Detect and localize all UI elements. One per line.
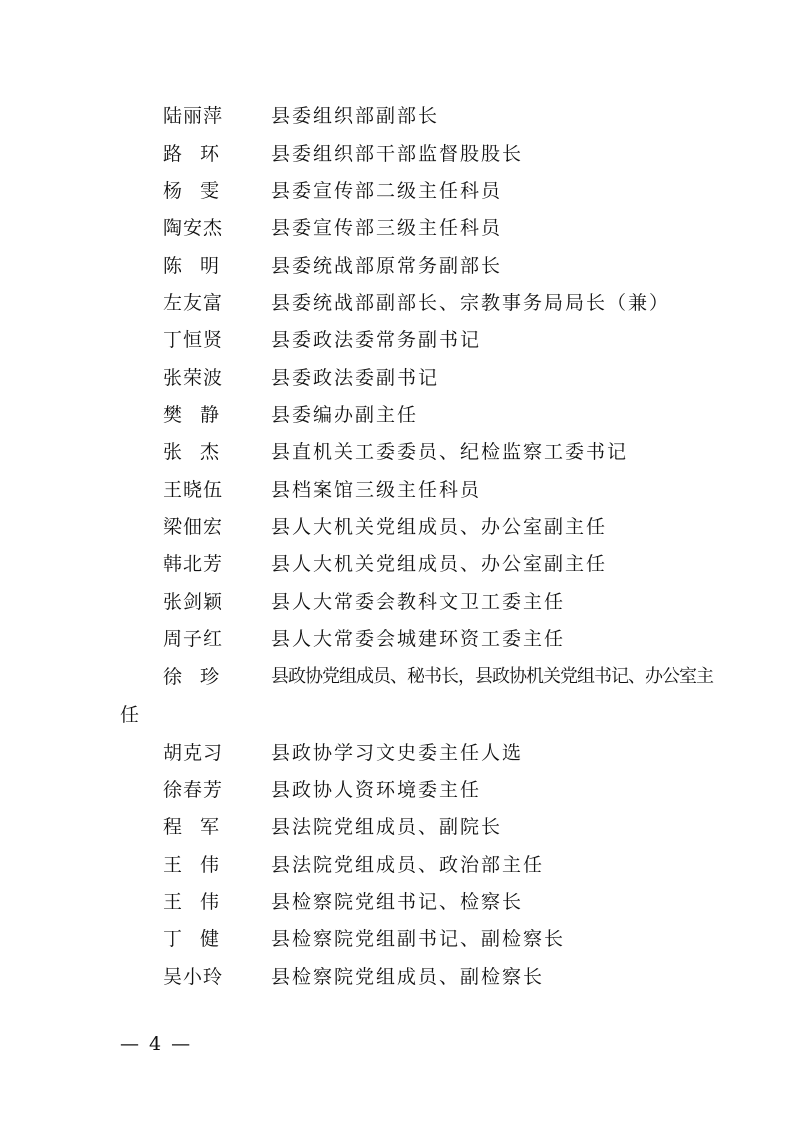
position-title: 县档案馆三级主任科员 (271, 479, 482, 501)
position-title: 县人大机关党组成员、办公室副主任 (271, 516, 608, 538)
person-name: 王伟 (163, 891, 238, 913)
list-item (0, 775, 793, 805)
person-name: 王晓伍 (163, 479, 224, 501)
list-item (0, 512, 793, 542)
list-item (0, 624, 793, 654)
person-name: 路环 (163, 143, 238, 165)
person-name: 陶安杰 (163, 217, 224, 239)
list-item (0, 139, 793, 169)
position-title: 县法院党组成员、副院长 (271, 816, 503, 838)
list-item (0, 662, 793, 692)
list-item (0, 549, 793, 579)
position-title: 县委编办副主任 (271, 404, 419, 426)
list-item (0, 176, 793, 206)
list-item (0, 400, 793, 430)
person-name: 徐珍 (163, 666, 238, 688)
position-title: 县委组织部副部长 (271, 105, 440, 127)
position-title: 县委组织部干部监督股股长 (271, 143, 524, 165)
position-title: 县检察院党组副书记、副检察长 (271, 928, 566, 950)
list-item (0, 812, 793, 842)
position-title: 县委宣传部三级主任科员 (271, 217, 503, 239)
person-name: 陆丽萍 (163, 105, 224, 127)
person-name: 王伟 (163, 854, 238, 876)
person-name: 杨雯 (163, 180, 238, 202)
list-item (0, 437, 793, 467)
position-title: 县委政法委常务副书记 (271, 329, 482, 351)
person-name: 丁恒贤 (163, 329, 224, 351)
person-name: 左友富 (163, 292, 224, 314)
list-item (0, 251, 793, 281)
list-item (0, 587, 793, 617)
list-item (0, 850, 793, 880)
position-title: 县委统战部原常务副部长 (271, 255, 503, 277)
position-title: 县检察院党组书记、检察长 (271, 891, 524, 913)
person-name: 周子红 (163, 628, 224, 650)
person-name: 陈明 (163, 255, 238, 277)
position-title: 县人大常委会教科文卫工委主任 (271, 591, 566, 613)
list-item (0, 363, 793, 393)
person-name: 韩北芳 (163, 553, 224, 575)
person-name: 张荣波 (163, 367, 224, 389)
list-item (0, 924, 793, 954)
position-title: 县直机关工委委员、纪检监察工委书记 (271, 441, 629, 463)
person-name: 程军 (163, 816, 238, 838)
position-title: 县政协学习文史委主任人选 (271, 742, 524, 764)
person-name: 吴小玲 (163, 966, 224, 988)
list-item (0, 475, 793, 505)
position-title: 县法院党组成员、政治部主任 (271, 854, 545, 876)
list-item (0, 738, 793, 768)
list-item (0, 325, 793, 355)
person-name: 张剑颖 (163, 591, 224, 613)
person-name: 张杰 (163, 441, 238, 463)
person-name: 梁佃宏 (163, 516, 224, 538)
page-number: — 4 — (120, 1033, 193, 1055)
position-title: 县委统战部副部长、宗教事务局局长（兼） (271, 292, 671, 314)
position-title: 县政协党组成员、秘书长，县政协机关党组书记、办公室主 (271, 666, 713, 687)
list-item (0, 288, 793, 318)
position-title: 县委宣传部二级主任科员 (271, 180, 503, 202)
list-item (0, 887, 793, 917)
person-name: 胡克习 (163, 742, 224, 764)
person-name: 樊静 (163, 404, 238, 426)
position-title: 县检察院党组成员、副检察长 (271, 966, 545, 988)
position-title: 县人大常委会城建环资工委主任 (271, 628, 566, 650)
list-item (0, 962, 793, 992)
list-item (0, 213, 793, 243)
position-title: 县人大机关党组成员、办公室副主任 (271, 553, 608, 575)
position-title: 县政协人资环境委主任 (271, 779, 482, 801)
person-name: 丁健 (163, 928, 238, 950)
position-title-continuation: 任 (120, 704, 140, 726)
position-title: 县委政法委副书记 (271, 367, 440, 389)
list-item (0, 101, 793, 131)
person-name: 徐春芳 (163, 779, 224, 801)
